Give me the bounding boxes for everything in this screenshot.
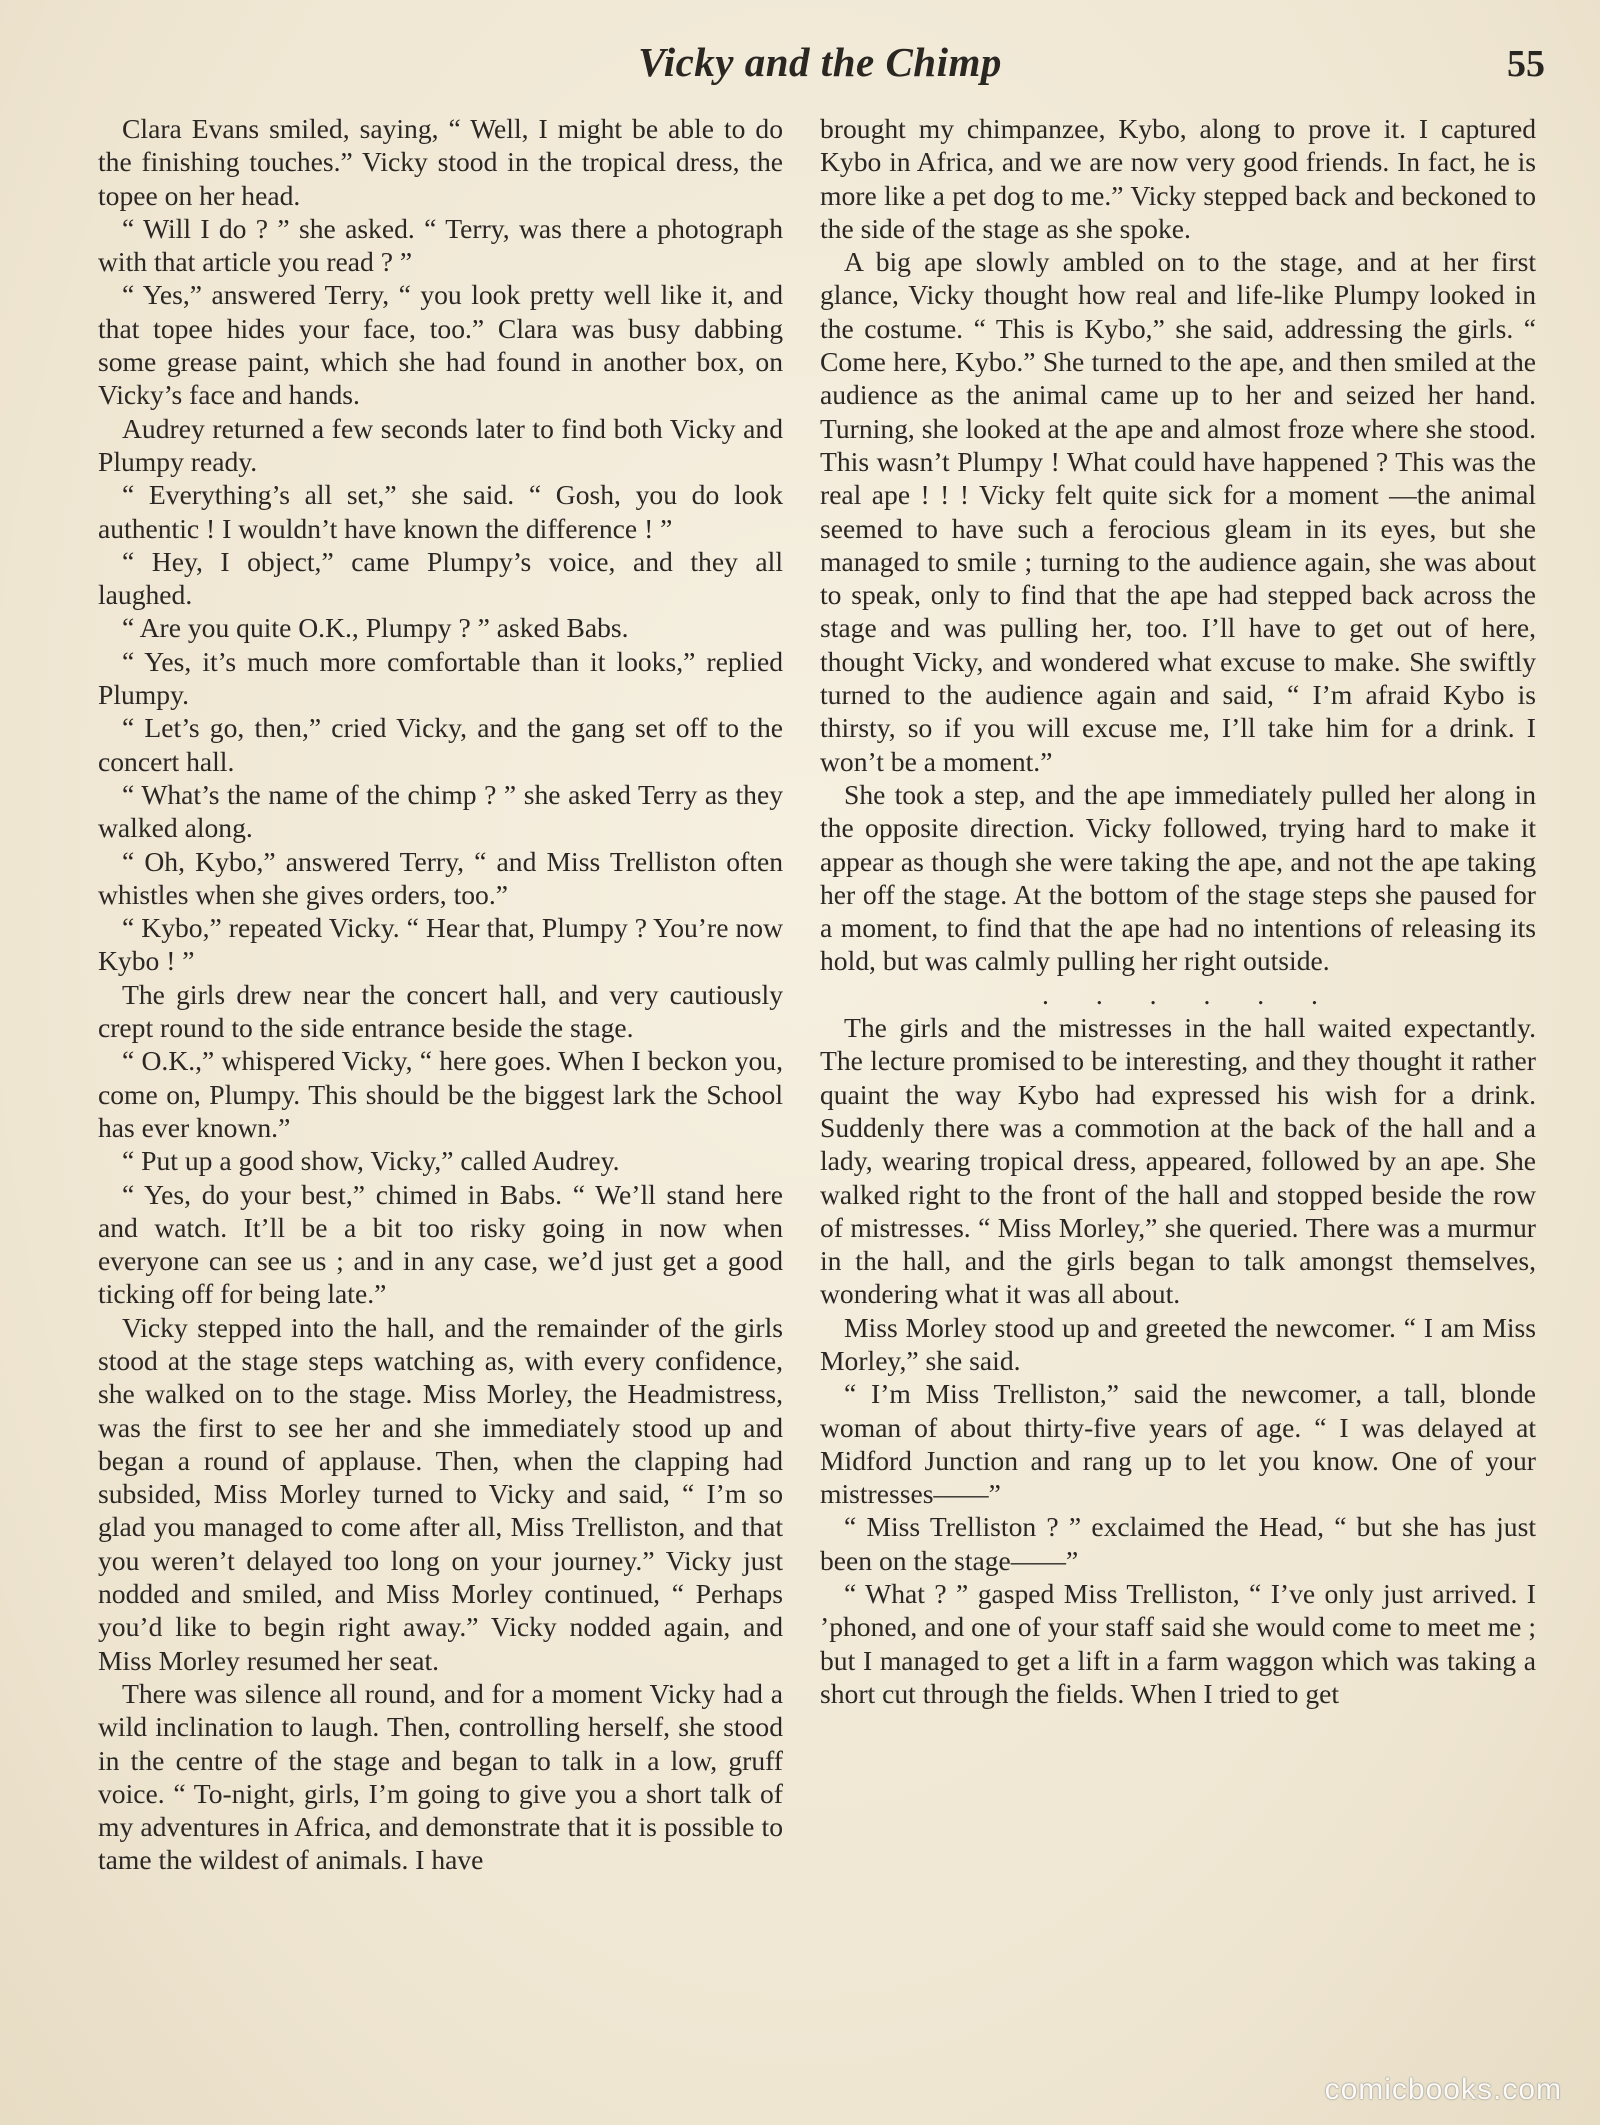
paragraph: The girls and the mistresses in the hall waited expectantly. The lecture promised to be interesting, and they thought it rather quaint the way Kybo had expressed his wish for a drink. Suddenly there was a commotion at the back of the hall and a lady, wearing tropical dress, appeared, followed by an ape. She walked right to the front of the hall and stopped beside the row of mistresses. “ Miss Morley,” she queried. There was a murmur in the hall, and the girls began to talk amongst themselves, wondering what it was all about. — [820, 1012, 1536, 1310]
paragraph: Vicky stepped into the hall, and the remainder of the girls stood at the stage steps watching as, with every confidence, she walked on to the stage. Miss Morley, the Headmistress, was the first to see her and she immediately stood up and began a round of applause. Then, when the clapping had subsided, Miss Morley turned to Vicky and said, “ I’m so glad you managed to come after all, Miss Trelliston, and that you weren’t delayed too long on your journey.” Vicky just nodded and smiled, and Miss Morley continued, “ Perhaps you’d like to begin right away.” Vicky nodded again, and Miss Morley resumed her seat. — [98, 1311, 783, 1676]
paragraph: The girls drew near the concert hall, and very cautiously crept round to the side entrance beside the stage. — [98, 978, 783, 1044]
paragraph: “ Put up a good show, Vicky,” called Audrey. — [122, 1145, 620, 1177]
paragraph: “ What ? ” gasped Miss Trelliston, “ I’ve only just arrived. I ’phoned, and one of your staff said she would come to meet me ; but I managed to get a lift in a farm waggon which was taking a short cut through the fields. When I tried to get — [820, 1578, 1536, 1709]
watermark: comicbooks.com — [1324, 2073, 1562, 2106]
paragraph: “ Let’s go, then,” cried Vicky, and the gang set off to the concert hall. — [98, 712, 783, 777]
right-column — [820, 112, 1536, 1710]
paragraph: “ Will I do ? ” she asked. “ Terry, was there a photograph with that article you read ? ” — [98, 212, 783, 278]
paragraph: “ Hey, I object,” came Plumpy’s voice, and they all laughed. — [98, 545, 783, 611]
paragraph: “ Kybo,” repeated Vicky. “ Hear that, Plumpy ? You’re now Kybo ! ” — [98, 912, 783, 977]
paragraph: Audrey returned a few seconds later to find both Vicky and Plumpy ready. — [98, 412, 783, 477]
paragraph: “ Everything’s all set,” she said. “ Gosh, you do look authentic ! I wouldn’t have known the difference ! ” — [98, 479, 783, 544]
paragraph: “ O.K.,” whispered Vicky, “ here goes. When I beckon you, come on, Plumpy. This should be the biggest lark the School has ever known.” — [98, 1045, 783, 1143]
paragraph: “ Miss Trelliston ? ” exclaimed the Head, “ but she has just been on the stage——” — [820, 1511, 1536, 1576]
left-column — [98, 112, 783, 1877]
paragraph: She took a step, and the ape immediately pulled her along in the opposite direction. Vicky followed, trying hard to make it appear as though she were taking the ape, and not the ape taking her off the stage. At the bottom of the stage steps she paused for a moment, to find that the ape had no intentions of releasing its hold, but was calmly pulling her right outside. — [820, 778, 1536, 977]
story-title: Vicky and the Chimp — [638, 39, 1002, 85]
paragraph: “ What’s the name of the chimp ? ” she asked Terry as they walked along. — [98, 778, 783, 844]
paragraph: “ Yes, it’s much more comfortable than it looks,” replied Plumpy. — [98, 645, 783, 711]
paragraph: Clara Evans smiled, saying, “ Well, I might be able to do the finishing touches.” Vicky stood in the tropical dress, the topee on her head. — [98, 113, 783, 211]
paragraph: “ Yes,” answered Terry, “ you look pretty well like it, and that topee hides your face, too.” Clara was busy dabbing some grease paint, which she had found in another box, on Vicky’s face and hands. — [98, 279, 783, 411]
paragraph: “ Yes, do your best,” chimed in Babs. “ We’ll stand here and watch. It’ll be a bit too risky going in now when everyone can see us ; and in any case, we’d just get a good ticking off for being late.” — [98, 1178, 783, 1310]
paragraph: “ I’m Miss Trelliston,” said the newcomer, a tall, blonde woman of about thirty-five years of age. “ I was delayed at Midford Junction and rang up to let you know. One of your mistresses——” — [820, 1378, 1536, 1510]
section-break: . . . . . . — [1042, 978, 1338, 1010]
paragraph: “ Are you quite O.K., Plumpy ? ” asked Babs. — [122, 612, 629, 644]
paragraph: Miss Morley stood up and greeted the newcomer. “ I am Miss Morley,” she said. — [820, 1311, 1536, 1376]
paragraph: “ Oh, Kybo,” answered Terry, “ and Miss Trelliston often whistles when she gives orders, too.” — [98, 845, 783, 910]
page-header — [95, 38, 1545, 98]
page-number: 55 — [1507, 43, 1545, 85]
paragraph-continuation: brought my chimpanzee, Kybo, along to prove it. I captured Kybo in Africa, and we are now very good friends. In fact, he is more like a pet dog to me.” Vicky stepped back and beckoned to the side of the stage as she spoke. — [820, 113, 1536, 244]
paragraph: There was silence all round, and for a moment Vicky had a wild inclination to laugh. Then, controlling herself, she stood in the centre of the stage and began to talk in a low, gruff voice. “ To-night, girls, I’m going to give you a short talk of my adventures in Africa, and demonstrate that it is possible to tame the wildest of animals. I have — [98, 1677, 783, 1876]
paragraph: A big ape slowly ambled on to the stage, and at her first glance, Vicky thought how real and life-like Plumpy looked in the costume. “ This is Kybo,” she said, addressing the girls. “ Come here, Kybo.” She turned to the ape, and then smiled at the audience as the animal came up to her and seized her hand. Turning, she looked at the ape and almost froze where she stood. This wasn’t Plumpy ! What could have happened ? This was the real ape ! ! ! Vicky felt quite sick for a moment —the animal seemed to have such a ferocious gleam in its eyes, but she managed to smile ; turning to the audience again, she was about to speak, only to find that the ape had stepped back across the stage and was pulling her, too. I’ll have to get out of here, thought Vicky, and wondered what excuse to make. She swiftly turned to the audience again and said, “ I’m afraid Kybo is thirsty, so if you will excuse me, I’ll take him for a drink. I won’t be a moment.” — [820, 246, 1536, 777]
